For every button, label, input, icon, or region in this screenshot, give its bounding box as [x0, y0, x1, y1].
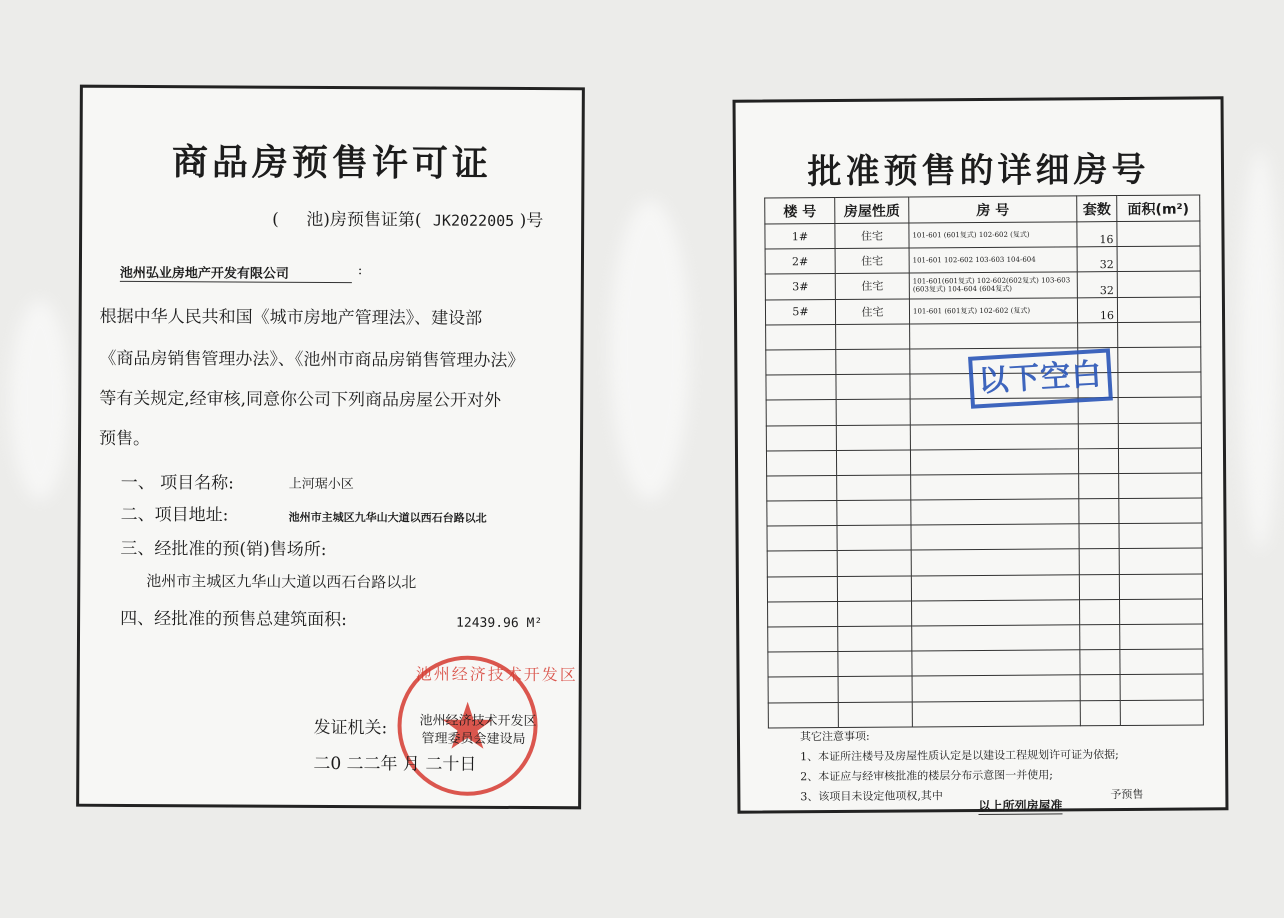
empty-cell: [1079, 549, 1119, 574]
table-row-empty: [768, 700, 1203, 728]
empty-cell: [1080, 625, 1120, 650]
empty-cell: [912, 700, 1080, 726]
empty-cell: [767, 475, 837, 501]
table-row-empty: [766, 448, 1201, 476]
empty-cell: [1118, 372, 1201, 398]
empty-cell: [836, 399, 910, 425]
empty-cell: [1078, 322, 1118, 347]
empty-cell: [767, 501, 837, 527]
empty-cell: [911, 499, 1079, 525]
empty-cell: [768, 627, 838, 653]
table-row-empty: [767, 473, 1202, 501]
cell-building: 5#: [765, 299, 835, 325]
empty-cell: [766, 375, 836, 401]
cell-count: 16: [1077, 222, 1117, 247]
note-3: 3、该项目未设定他项权,其中: [800, 789, 943, 804]
empty-cell: [911, 574, 1079, 600]
scan-smudge: [10, 300, 70, 500]
note-1: 1、本证所注楼号及房屋性质认定是以建设工程规划许可证为依据;: [800, 748, 1119, 764]
table-row-empty: [767, 548, 1202, 576]
cell-building: 3#: [765, 274, 835, 300]
seal-text: 池州经济技术开发区: [415, 664, 578, 685]
table-row-empty: [768, 624, 1203, 652]
total-area: 12439.96 M²: [456, 615, 543, 632]
empty-cell: [767, 576, 837, 602]
table-row-empty: [766, 422, 1201, 450]
empty-cell: [1119, 523, 1202, 549]
company-name: 池州弘业房地产开发有限公司: [120, 262, 352, 283]
item-2-label: 二、项目地址:: [120, 504, 229, 526]
empty-cell: [838, 676, 912, 702]
empty-cell: [836, 349, 910, 375]
cert-number: JK2022005: [432, 211, 515, 230]
table-row-empty: [767, 498, 1202, 526]
empty-cell: [1118, 448, 1201, 474]
empty-cell: [912, 625, 1080, 651]
empty-cell: [1120, 624, 1203, 650]
body-line-3: 等有关规定,经审核,同意你公司下列商品房屋公开对外: [99, 388, 502, 411]
empty-cell: [911, 549, 1079, 575]
empty-cell: [768, 601, 838, 627]
issuer-name-2: 管理委员会建设局: [421, 731, 526, 748]
cell-rooms: 101-601 (601复式) 102-602 (复式): [909, 222, 1077, 248]
cert-number-line: [272, 205, 543, 231]
empty-cell: [768, 652, 838, 678]
scan-smudge: [1240, 150, 1280, 550]
empty-cell: [910, 323, 1078, 349]
empty-cell: [1119, 498, 1202, 524]
header-type: 房屋性质: [835, 197, 909, 224]
cell-area: [1117, 221, 1200, 247]
empty-cell: [1079, 473, 1119, 498]
empty-cell: [836, 450, 910, 476]
empty-cell: [1119, 548, 1202, 574]
empty-cell: [766, 400, 836, 426]
table-row: [765, 221, 1200, 249]
empty-cell: [1078, 423, 1118, 448]
empty-cell: [1080, 599, 1120, 624]
cell-count: 32: [1077, 272, 1117, 297]
permit-title: 商品房预售许可证: [171, 142, 493, 185]
item-4-label: 四、经批准的预售总建筑面积:: [120, 608, 347, 631]
cell-count: 32: [1077, 247, 1117, 272]
table-row-empty: [767, 523, 1202, 551]
empty-cell: [1080, 700, 1120, 725]
note-3-fill: 以上所列房屋准: [978, 798, 1063, 814]
empty-cell: [768, 677, 838, 703]
notes-title: 其它注意事项:: [799, 729, 870, 744]
project-address: 池州市主城区九华山大道以西石台路以北: [288, 510, 487, 525]
cell-type: 住宅: [835, 248, 909, 274]
empty-cell: [766, 324, 836, 350]
header-area: 面积(m²): [1117, 195, 1200, 222]
cell-area: [1117, 246, 1200, 272]
cell-area: [1117, 271, 1200, 297]
empty-cell: [1080, 650, 1120, 675]
empty-cell: [1079, 524, 1119, 549]
empty-cell: [911, 474, 1079, 500]
table-row: [765, 271, 1200, 299]
empty-cell: [837, 500, 911, 526]
header-building: 楼 号: [765, 198, 835, 224]
detail-title: 批准预售的详细房号: [807, 149, 1150, 193]
empty-cell: [837, 525, 911, 551]
project-name: 上河琚小区: [288, 476, 354, 493]
empty-cell: [837, 475, 911, 501]
room-detail-page: [733, 96, 1229, 813]
table-header-row: [765, 195, 1200, 224]
empty-cell: [912, 650, 1080, 676]
cell-rooms: 101-601(601复式) 102-602(602复式) 103-603 (603复式) 104-604 (604复式): [909, 272, 1077, 298]
sales-location: 池州市主城区九华山大道以西石台路以北: [146, 572, 417, 592]
presale-permit-page: [76, 85, 585, 810]
empty-cell: [912, 675, 1080, 701]
empty-cell: [1118, 397, 1201, 423]
header-rooms: 房 号: [909, 196, 1077, 223]
issue-date: 二0 二二年 月 二十日: [313, 753, 477, 775]
cell-count: 16: [1077, 297, 1117, 322]
empty-cell: [768, 702, 838, 728]
item-3-label: 三、经批准的预(销)售场所:: [120, 538, 327, 560]
cert-prefix-open: (: [272, 209, 279, 230]
empty-cell: [1120, 700, 1203, 726]
empty-cell: [1118, 347, 1201, 373]
empty-cell: [838, 651, 912, 677]
table-row-empty: [768, 649, 1203, 677]
empty-cell: [766, 450, 836, 476]
empty-cell: [837, 550, 911, 576]
table-row-empty: [768, 674, 1203, 702]
empty-cell: [911, 524, 1079, 550]
cell-type: 住宅: [835, 299, 909, 325]
table-row-empty: [767, 574, 1202, 602]
empty-cell: [1078, 448, 1118, 473]
cell-rooms: 101-601 (601复式) 102-602 (复式): [909, 297, 1077, 323]
empty-cell: [836, 324, 910, 350]
empty-cell: [838, 601, 912, 627]
table-row: [765, 246, 1200, 274]
note-2: 2、本证应与经审核批准的楼层分布示意图一并使用;: [800, 768, 1053, 784]
room-detail-table: [764, 194, 1204, 728]
body-line-1: 根据中华人民共和国《城市房地产管理法》、建设部: [99, 306, 483, 329]
empty-cell: [1120, 674, 1203, 700]
cell-rooms: 101-601 102-602 103-603 104-604: [909, 247, 1077, 273]
cell-building: 2#: [765, 249, 835, 275]
cert-suffix: )号: [519, 210, 544, 232]
empty-cell: [1079, 574, 1119, 599]
empty-cell: [838, 702, 912, 728]
note-3-end: 予预售: [1110, 787, 1144, 802]
empty-cell: [1080, 675, 1120, 700]
empty-cell: [837, 576, 911, 602]
empty-cell: [767, 526, 837, 552]
cell-type: 住宅: [835, 223, 909, 249]
empty-cell: [836, 374, 910, 400]
empty-cell: [912, 600, 1080, 626]
empty-cell: [836, 424, 910, 450]
blank-below-stamp: 以下空白: [968, 348, 1113, 408]
empty-cell: [1119, 473, 1202, 499]
table-row-empty: [768, 599, 1203, 627]
empty-cell: [1118, 322, 1201, 348]
empty-cell: [1079, 499, 1119, 524]
company-colon: :: [357, 263, 363, 279]
empty-cell: [1119, 574, 1202, 600]
table-row: [765, 297, 1200, 325]
scan-smudge: [610, 200, 690, 500]
header-count: 套数: [1077, 196, 1117, 222]
cell-type: 住宅: [835, 273, 909, 299]
empty-cell: [766, 425, 836, 451]
cell-area: [1117, 297, 1200, 323]
empty-cell: [767, 551, 837, 577]
cert-prefix-city: 池)房预售证第(: [306, 209, 422, 231]
item-1-label: 一、 项目名称:: [120, 472, 235, 494]
empty-cell: [1120, 599, 1203, 625]
empty-cell: [838, 626, 912, 652]
empty-cell: [1118, 422, 1201, 448]
issuer-label: 发证机关:: [313, 717, 388, 739]
empty-cell: [766, 349, 836, 375]
body-line-4: 预售。: [98, 428, 151, 450]
cell-building: 1#: [765, 224, 835, 250]
empty-cell: [910, 449, 1078, 475]
table-row-empty: [766, 322, 1201, 350]
empty-cell: [1120, 649, 1203, 675]
body-line-2: 《商品房销售管理办法》、《池州市商品房销售管理办法》: [99, 348, 525, 372]
issuer-name-1: 池州经济技术开发区: [419, 713, 537, 730]
empty-cell: [910, 423, 1078, 449]
